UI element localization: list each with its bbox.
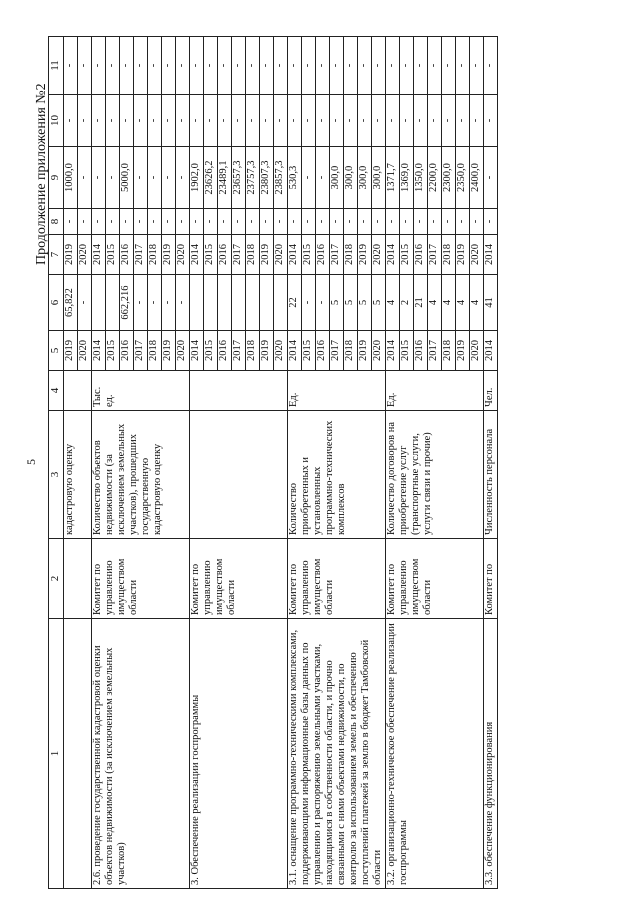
indicator-year: 2020 <box>274 331 288 371</box>
funding-year: 2017 <box>330 235 344 275</box>
indicator-year: 2017 <box>232 331 246 371</box>
responsible-executor: Комитет по управлению имуществом области <box>92 539 190 619</box>
funding-year: 2017 <box>134 235 148 275</box>
federal-budget: - <box>456 209 470 235</box>
indicator-value <box>260 275 274 331</box>
measure-name: 2.6. проведение государственной кадастровой оценки объектов недвижимости (за исключением земельных участков) <box>92 619 190 889</box>
indicator-value: 4 <box>470 275 484 331</box>
indicator-year: 2019 <box>260 331 274 371</box>
table-row <box>92 37 106 889</box>
extra-budget: - <box>120 37 134 95</box>
unit-of-measure: Чел. <box>484 371 498 411</box>
indicator-year: 2015 <box>204 331 218 371</box>
local-budget: - <box>218 95 232 147</box>
federal-budget: - <box>232 209 246 235</box>
regional-budget: 23489,1 <box>218 147 232 209</box>
indicator-value <box>204 275 218 331</box>
column-number: 1 <box>49 619 64 889</box>
regional-budget: 5000,0 <box>120 147 134 209</box>
extra-budget: - <box>274 37 288 95</box>
indicator-value: 22 <box>288 275 302 331</box>
indicator-year: 2019 <box>456 331 470 371</box>
local-budget: - <box>148 95 162 147</box>
indicator-year: 2017 <box>428 331 442 371</box>
indicator-value: - <box>176 275 190 331</box>
indicator-value: 5 <box>344 275 358 331</box>
regional-budget: 2200,0 <box>428 147 442 209</box>
local-budget: - <box>190 95 204 147</box>
extra-budget: - <box>78 37 92 95</box>
indicator-value: 21 <box>414 275 428 331</box>
indicator-year: 2014 <box>288 331 302 371</box>
regional-budget: - <box>176 147 190 209</box>
table-row <box>386 37 400 889</box>
extra-budget: - <box>176 37 190 95</box>
funding-year: 2014 <box>190 235 204 275</box>
extra-budget: - <box>470 37 484 95</box>
funding-year: 2019 <box>162 235 176 275</box>
federal-budget: - <box>246 209 260 235</box>
federal-budget: - <box>106 209 120 235</box>
regional-budget: 1350,0 <box>414 147 428 209</box>
column-number: 9 <box>49 147 64 209</box>
funding-year: 2020 <box>78 235 92 275</box>
funding-year: 2018 <box>246 235 260 275</box>
regional-budget: - <box>316 147 330 209</box>
federal-budget: - <box>400 209 414 235</box>
federal-budget: - <box>386 209 400 235</box>
unit-of-measure <box>64 371 92 411</box>
indicator-value: - <box>148 275 162 331</box>
column-number: 10 <box>49 95 64 147</box>
indicator-value: 4 <box>386 275 400 331</box>
local-budget: - <box>134 95 148 147</box>
funding-year: 2020 <box>470 235 484 275</box>
extra-budget: - <box>344 37 358 95</box>
regional-budget: 1369,0 <box>400 147 414 209</box>
federal-budget: - <box>330 209 344 235</box>
indicator-year: 2020 <box>372 331 386 371</box>
indicator-name: Количество приобретенных и установленных программно-технических комплексов <box>288 411 386 539</box>
regional-budget: 23857,3 <box>274 147 288 209</box>
funding-year: 2016 <box>218 235 232 275</box>
measure-name: 3.3. обеспечение функционирования <box>484 619 498 889</box>
funding-year: 2018 <box>344 235 358 275</box>
extra-budget: - <box>134 37 148 95</box>
indicator-year: 2014 <box>386 331 400 371</box>
extra-budget: - <box>484 37 498 95</box>
indicator-year: 2015 <box>400 331 414 371</box>
extra-budget: - <box>260 37 274 95</box>
responsible-executor: Комитет по управлению имуществом области <box>288 539 386 619</box>
indicator-value: 2 <box>400 275 414 331</box>
indicator-value: - <box>78 275 92 331</box>
federal-budget: - <box>274 209 288 235</box>
responsible-executor: Комитет по управлению имуществом области <box>190 539 288 619</box>
funding-year: 2016 <box>414 235 428 275</box>
extra-budget: - <box>442 37 456 95</box>
measure-name <box>64 619 92 889</box>
extra-budget: - <box>358 37 372 95</box>
indicator-name: Численность персонала <box>484 411 498 539</box>
indicator-value: 5 <box>330 275 344 331</box>
table-row <box>190 37 204 889</box>
indicator-value <box>92 275 106 331</box>
column-number: 7 <box>49 235 64 275</box>
indicator-year: 2016 <box>414 331 428 371</box>
funding-year: 2016 <box>316 235 330 275</box>
federal-budget: - <box>484 209 498 235</box>
indicator-year: 2017 <box>134 331 148 371</box>
extra-budget: - <box>400 37 414 95</box>
measure-name: 3.1. оснащение программно-техническими комплексами, поддерживающими информационные базы данных по управлению и распоряжению земельными участками, находящимися в собственности области, и прочно связанными с ними объектами недвижимости, по контролю за использованием земель и обеспечению поступлений платежей за землю в бюджет Тамбовской области <box>288 619 386 889</box>
extra-budget: - <box>218 37 232 95</box>
regional-budget: 1000,0 <box>64 147 78 209</box>
indicator-name: кадастровую оценку <box>64 411 92 539</box>
federal-budget: - <box>64 209 78 235</box>
column-number: 8 <box>49 209 64 235</box>
local-budget: - <box>162 95 176 147</box>
column-number: 6 <box>49 275 64 331</box>
federal-budget: - <box>414 209 428 235</box>
column-number: 4 <box>49 371 64 411</box>
federal-budget: - <box>372 209 386 235</box>
regional-budget: - <box>302 147 316 209</box>
funding-year: 2014 <box>484 235 498 275</box>
federal-budget: - <box>260 209 274 235</box>
indicator-year: 2020 <box>78 331 92 371</box>
regional-budget: - <box>484 147 498 209</box>
federal-budget: - <box>302 209 316 235</box>
federal-budget: - <box>358 209 372 235</box>
federal-budget: - <box>288 209 302 235</box>
local-budget: - <box>428 95 442 147</box>
federal-budget: - <box>92 209 106 235</box>
table-body <box>49 37 498 889</box>
extra-budget: - <box>232 37 246 95</box>
federal-budget: - <box>134 209 148 235</box>
local-budget: - <box>442 95 456 147</box>
local-budget: - <box>78 95 92 147</box>
extra-budget: - <box>204 37 218 95</box>
regional-budget: 300,0 <box>344 147 358 209</box>
extra-budget: - <box>428 37 442 95</box>
funding-year: 2017 <box>428 235 442 275</box>
indicator-name: Количество договоров на приобретение услуг (транспортные услуги, услуги связи и прочие) <box>386 411 484 539</box>
regional-budget: 300,0 <box>358 147 372 209</box>
regional-budget: 1902,0 <box>190 147 204 209</box>
indicator-year: 2018 <box>148 331 162 371</box>
measure-name: 3.2. организационно-техническое обеспечение реализации госпрограммы <box>386 619 484 889</box>
federal-budget: - <box>148 209 162 235</box>
indicator-value <box>232 275 246 331</box>
responsible-executor: Комитет по <box>484 539 498 619</box>
indicator-value: 41 <box>484 275 498 331</box>
regional-budget: 23626,2 <box>204 147 218 209</box>
extra-budget: - <box>288 37 302 95</box>
local-budget: - <box>232 95 246 147</box>
local-budget: - <box>92 95 106 147</box>
extra-budget: - <box>414 37 428 95</box>
extra-budget: - <box>246 37 260 95</box>
funding-year: 2015 <box>400 235 414 275</box>
table-row <box>484 37 498 889</box>
indicator-value: 4 <box>456 275 470 331</box>
extra-budget: - <box>456 37 470 95</box>
extra-budget: - <box>372 37 386 95</box>
indicator-value: - <box>302 275 316 331</box>
funding-year: 2016 <box>120 235 134 275</box>
table-row <box>64 37 78 889</box>
federal-budget: - <box>428 209 442 235</box>
indicator-value: 4 <box>428 275 442 331</box>
unit-of-measure: Тыс. ед. <box>92 371 190 411</box>
regional-budget: 300,0 <box>330 147 344 209</box>
funding-year: 2019 <box>260 235 274 275</box>
regional-budget: 23757,3 <box>246 147 260 209</box>
indicator-year: 2016 <box>120 331 134 371</box>
indicator-year: 2018 <box>246 331 260 371</box>
indicator-year: 2015 <box>106 331 120 371</box>
local-budget: - <box>260 95 274 147</box>
local-budget: - <box>204 95 218 147</box>
funding-year: 2017 <box>232 235 246 275</box>
extra-budget: - <box>330 37 344 95</box>
funding-year: 2015 <box>204 235 218 275</box>
federal-budget: - <box>176 209 190 235</box>
federal-budget: - <box>162 209 176 235</box>
extra-budget: - <box>148 37 162 95</box>
federal-budget: - <box>120 209 134 235</box>
regional-budget: 530,3 <box>288 147 302 209</box>
local-budget: - <box>288 95 302 147</box>
indicator-year: 2020 <box>176 331 190 371</box>
funding-year: 2019 <box>64 235 78 275</box>
indicator-value: - <box>162 275 176 331</box>
indicator-year: 2014 <box>92 331 106 371</box>
funding-year: 2020 <box>274 235 288 275</box>
extra-budget: - <box>302 37 316 95</box>
regional-budget: 2400,0 <box>470 147 484 209</box>
indicator-value: - <box>134 275 148 331</box>
local-budget: - <box>344 95 358 147</box>
extra-budget: - <box>190 37 204 95</box>
funding-year: 2018 <box>442 235 456 275</box>
extra-budget: - <box>316 37 330 95</box>
federal-budget: - <box>470 209 484 235</box>
measure-name: 3. Обеспечение реализации госпрограммы <box>190 619 288 889</box>
local-budget: - <box>372 95 386 147</box>
local-budget: - <box>456 95 470 147</box>
column-number: 11 <box>49 37 64 95</box>
local-budget: - <box>400 95 414 147</box>
local-budget: - <box>176 95 190 147</box>
column-number: 5 <box>49 331 64 371</box>
local-budget: - <box>316 95 330 147</box>
funding-year: 2015 <box>302 235 316 275</box>
indicator-year: 2019 <box>162 331 176 371</box>
local-budget: - <box>330 95 344 147</box>
indicator-value: 5 <box>358 275 372 331</box>
federal-budget: - <box>78 209 92 235</box>
unit-of-measure <box>190 371 288 411</box>
regional-budget: - <box>134 147 148 209</box>
funding-year: 2020 <box>176 235 190 275</box>
local-budget: - <box>302 95 316 147</box>
local-budget: - <box>64 95 78 147</box>
indicator-year: 2019 <box>358 331 372 371</box>
regional-budget: - <box>106 147 120 209</box>
federal-budget: - <box>442 209 456 235</box>
federal-budget: - <box>204 209 218 235</box>
responsible-executor: Комитет по управлению имуществом области <box>386 539 484 619</box>
local-budget: - <box>246 95 260 147</box>
funding-year: 2015 <box>106 235 120 275</box>
indicator-year: 2014 <box>484 331 498 371</box>
indicator-year: 2020 <box>470 331 484 371</box>
indicator-year: 2016 <box>316 331 330 371</box>
local-budget: - <box>386 95 400 147</box>
funding-year: 2019 <box>358 235 372 275</box>
indicator-value: - <box>316 275 330 331</box>
local-budget: - <box>414 95 428 147</box>
column-number: 3 <box>49 411 64 539</box>
federal-budget: - <box>344 209 358 235</box>
indicator-value <box>246 275 260 331</box>
regional-budget: 23657,3 <box>232 147 246 209</box>
regional-budget: 2300,0 <box>442 147 456 209</box>
local-budget: - <box>274 95 288 147</box>
unit-of-measure: Ед. <box>288 371 386 411</box>
indicator-value: 65,822 <box>64 275 78 331</box>
indicator-value <box>274 275 288 331</box>
indicator-year: 2015 <box>302 331 316 371</box>
indicator-value: 4 <box>442 275 456 331</box>
local-budget: - <box>358 95 372 147</box>
indicator-year: 2016 <box>218 331 232 371</box>
appendix-caption: Продолжение приложения №2 <box>34 83 49 265</box>
regional-budget: - <box>148 147 162 209</box>
extra-budget: - <box>162 37 176 95</box>
funding-year: 2014 <box>386 235 400 275</box>
indicator-value <box>106 275 120 331</box>
indicator-year: 2018 <box>344 331 358 371</box>
indicator-name: Количество объектов недвижимости (за исключением земельных участков), прошедших государственную кадастровую оценку <box>92 411 190 539</box>
funding-year: 2014 <box>288 235 302 275</box>
responsible-executor <box>64 539 92 619</box>
federal-budget: - <box>218 209 232 235</box>
funding-year: 2019 <box>456 235 470 275</box>
page-number: 5 <box>24 459 38 465</box>
regional-budget: 300,0 <box>372 147 386 209</box>
regional-budget: 2350,0 <box>456 147 470 209</box>
local-budget: - <box>484 95 498 147</box>
indicator-value <box>190 275 204 331</box>
indicator-value: 5 <box>372 275 386 331</box>
extra-budget: - <box>106 37 120 95</box>
federal-budget: - <box>316 209 330 235</box>
local-budget: - <box>106 95 120 147</box>
indicator-value <box>218 275 232 331</box>
funding-year: 2020 <box>372 235 386 275</box>
extra-budget: - <box>64 37 78 95</box>
extra-budget: - <box>386 37 400 95</box>
indicator-name <box>190 411 288 539</box>
funding-year: 2018 <box>148 235 162 275</box>
indicator-year: 2018 <box>442 331 456 371</box>
local-budget: - <box>120 95 134 147</box>
indicator-year: 2017 <box>330 331 344 371</box>
local-budget: - <box>470 95 484 147</box>
indicator-year: 2019 <box>64 331 78 371</box>
regional-budget: - <box>92 147 106 209</box>
regional-budget: 1371,7 <box>386 147 400 209</box>
federal-budget: - <box>190 209 204 235</box>
table-row <box>288 37 302 889</box>
program-table <box>48 36 498 889</box>
indicator-year: 2014 <box>190 331 204 371</box>
regional-budget: - <box>162 147 176 209</box>
column-number-row <box>49 37 64 889</box>
regional-budget: - <box>78 147 92 209</box>
unit-of-measure: Ед. <box>386 371 484 411</box>
indicator-value: 662,216 <box>120 275 134 331</box>
regional-budget: 23807,3 <box>260 147 274 209</box>
funding-year: 2014 <box>92 235 106 275</box>
extra-budget: - <box>92 37 106 95</box>
column-number: 2 <box>49 539 64 619</box>
